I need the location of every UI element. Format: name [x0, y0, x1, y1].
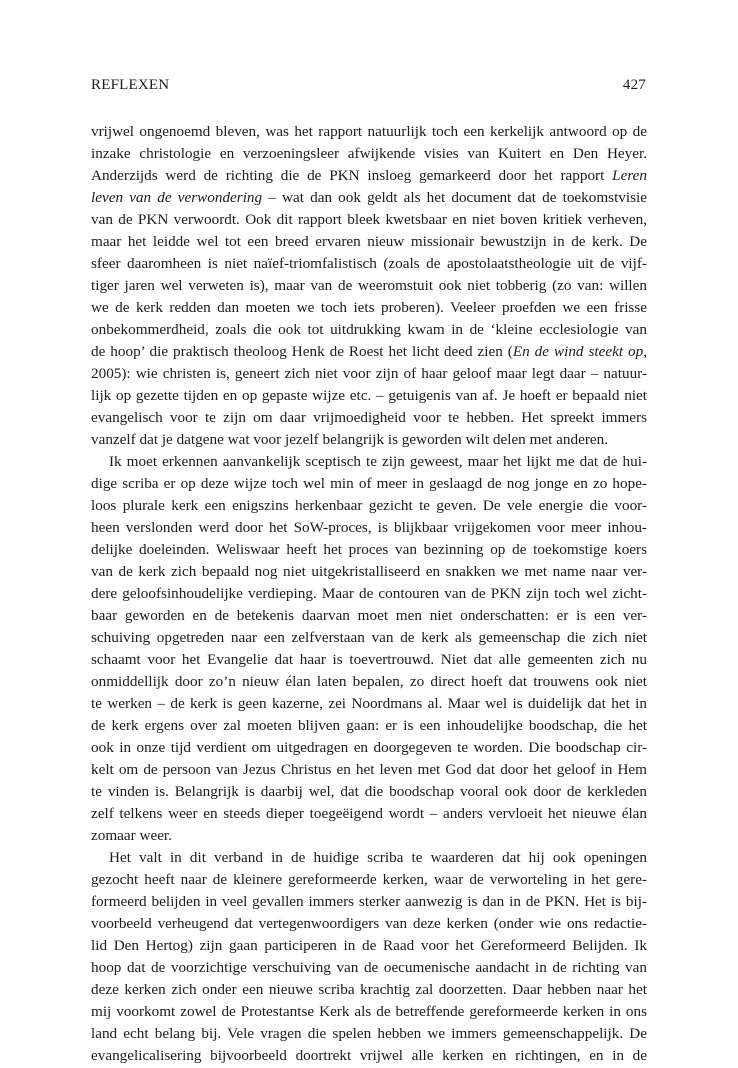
text-line: 2005): wie christen is, geneert zich niet voor zijn of haar geloof maar legt daar – natuur-: [91, 365, 647, 382]
text-line: formeerd belijden in veel gevallen immers sterker aanwezig is dan in de PKN. Het is bij-: [91, 893, 647, 910]
text-line: onbekommerdheid, zoals die ook tot uitdrukking kwam in de ‘kleine ecclesiologie van: [91, 321, 647, 338]
text-line: schaamt voor het Evangelie dat haar is toevertrouwd. Niet dat alle gemeenten zich nu: [91, 651, 647, 668]
text-line: heen verslonden werd door het SoW-proces, is blijkbaar vrijgekomen voor meer inhou-: [91, 519, 647, 536]
text-line: land echt belang bij. Vele vragen die spelen hebben we immers gemeenschappelijk. De: [91, 1025, 647, 1042]
text-line: evangelicalisering bijvoorbeeld doortrekt vrijwel alle kerken en richtingen, en in de: [91, 1047, 647, 1064]
paragraph-2: [91, 451, 647, 847]
book-title: En de wind steekt op: [512, 343, 644, 360]
text-line: de kerk ergens over zal moeten blijven gaan: er is een inhoudelijke boodschap, die het: [91, 717, 647, 734]
text-line: Ik moet erkennen aanvankelijk sceptisch te zijn geweest, maar het lijkt me dat de hui-: [109, 453, 647, 470]
text-line: [91, 165, 647, 187]
text-line: schuiving opgetreden naar een zelfverstaan van de kerk als gemeenschap die zich niet: [91, 629, 647, 646]
text-line: dere geloofsinhoudelijke verdieping. Maar de contouren van de PKN zijn toch wel zicht-: [91, 585, 647, 602]
paragraph-3: [91, 847, 647, 1067]
text-line: evangelisch voor te zijn om daar vrijmoedigheid voor te hebben. Het spreekt immers: [91, 409, 647, 426]
text-line: delijke doeleinden. Weliswaar heeft het proces van bezinning op de toekomstige koers: [91, 541, 647, 558]
text-line: maar het leidde wel tot een breed ervaren nieuw missionair bewustzijn in de kerk. De: [91, 233, 647, 250]
text-line: [91, 187, 647, 209]
text-line: tiger jaren wel verweten is), maar van de weeromstuit ook niet tobberig (zo van: willen: [91, 277, 647, 294]
text-line: te vinden is. Belangrijk is daarbij wel, dat die boodschap vooral ook door de kerkleden: [91, 783, 647, 800]
text-line: dige scriba er op deze wijze toch wel min of meer in geslaagd de nog jonge en zo hope-: [91, 475, 647, 492]
text-line: Het valt in dit verband in de huidige scriba te waarderen dat hij ook openingen: [109, 849, 647, 866]
title-emphasis: leven van de verwondering: [91, 189, 263, 206]
text-line: deze kerken zich onder een nieuwe scriba krachtig zal doorzetten. Daar hebben naar het: [91, 981, 647, 998]
text-line: zelf telkens weer en steeds dieper toegeëigend wordt – anders vervloeit het nieuwe élan: [91, 805, 647, 822]
text-span: de hoop’ die praktisch theoloog Henk de Roest het licht deed zien (: [91, 343, 513, 360]
running-head: [91, 77, 646, 99]
text-line: inzake christologie en verzoeningsleer afwijkende visies van Kuitert en Den Heyer.: [91, 145, 647, 162]
text-line: [91, 341, 647, 363]
text-line: baar geworden en de betekenis daarvan moet men niet onderschatten: er is een ver-: [91, 607, 647, 624]
text-line: van de PKN verwoordt. Ook dit rapport bleek kwetsbaar en niet boven kritiek verheven,: [91, 211, 647, 228]
text-span: – wat dan ook geldt als het document dat de toekomstvisie: [262, 189, 647, 206]
text-line: zomaar weer.: [91, 827, 172, 844]
text-line: kelt om de persoon van Jezus Christus en het leven met God dat door het geloof in Hem: [91, 761, 647, 778]
text-line: loos plurale kerk een enigszins herkenbaar gezicht te geven. De vele energie die voor-: [91, 497, 647, 514]
text-line: mij voorkomt zowel de Protestantse Kerk als de betreffende gereformeerde kerken in ons: [91, 1003, 647, 1020]
text-line: hoop dat de voorzichtige verschuiving van de oecumenische aandacht in de richting van: [91, 959, 647, 976]
text-line: sfeer daaromheen is niet naïef-triomfalistisch (zoals de apostolaatstheologie uit de vijf-: [91, 255, 647, 272]
text-line: ook in onze tijd verdient om uitgedragen en doorgegeven te worden. Die boodschap cir-: [91, 739, 647, 756]
running-head-title: REFLEXEN: [91, 77, 170, 93]
title-emphasis: Leren: [612, 167, 648, 184]
text-line: vrijwel ongenoemd bleven, was het rapport natuurlijk toch een kerkelijk antwoord op de: [91, 123, 647, 140]
text-line: lid Den Hertog) zijn gaan participeren in de Raad voor het Gereformeerd Belijden. Ik: [91, 937, 647, 954]
text-line: vanzelf dat je datgene wat voor jezelf belangrijk is geworden wilt delen met anderen.: [91, 431, 609, 448]
text-span: Anderzijds werd de richting die de PKN insloeg gemarkeerd door het rapport: [91, 167, 605, 184]
text-span: ,: [643, 343, 647, 360]
text-line: te werken – de kerk is geen kazerne, zei Noordmans al. Maar wel is duidelijk dat het in: [91, 695, 647, 712]
page-number: 427: [622, 77, 646, 93]
text-line: lijk op gezette tijden en op gepaste wijze etc. – getuigenis van af. Je hoeft er bepaald niet: [91, 387, 647, 404]
text-line: van de kerk zich bepaald nog niet uitgekristalliseerd en snakken we met name naar ver-: [91, 563, 647, 580]
text-line: voorbeeld verheugend dat vertegenwoordigers van deze kerken (onder wie ons redactie-: [91, 915, 647, 932]
body-text: [91, 121, 647, 1067]
paragraph-1: [91, 121, 647, 451]
text-line: gezocht heeft naar de kleinere gereformeerde kerken, waar de verworteling in het gere-: [91, 871, 647, 888]
text-line: onmiddellijk door zo’n nieuw élan laten bepalen, zo direct hoeft dat trouwens ook niet: [91, 673, 647, 690]
text-line: we de kerk redden dan moeten we toch iets proberen). Veeleer proefden we een frisse: [91, 299, 647, 316]
